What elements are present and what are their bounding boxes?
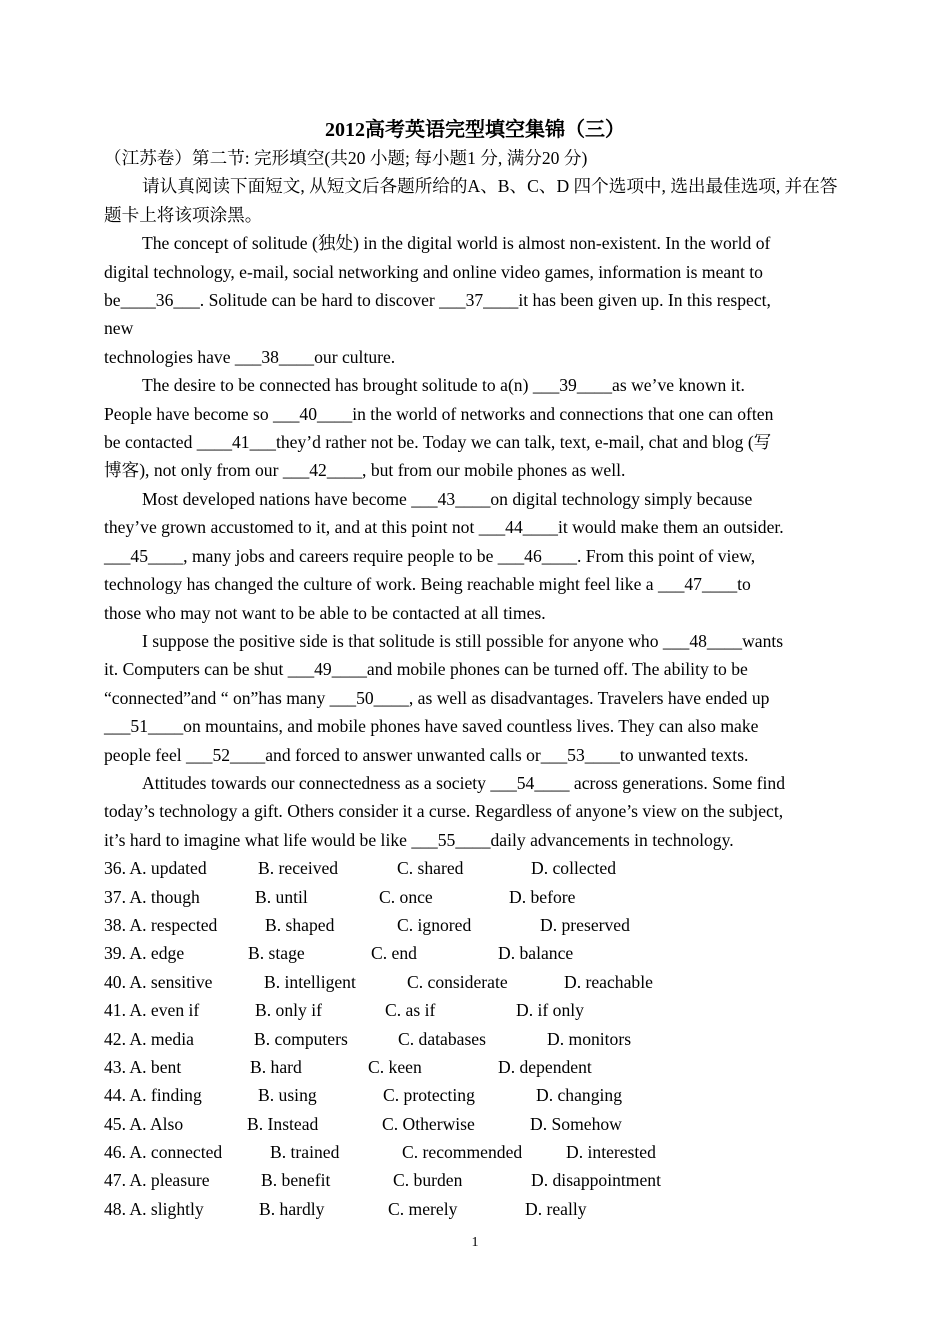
- option-d: D. before: [509, 886, 576, 907]
- option-b: B. trained: [270, 1142, 340, 1163]
- option-c: C. considerate: [407, 971, 508, 992]
- passage-line: be____36___. Solitude can be hard to discover ___37____it has been given up. In this respect,: [104, 290, 771, 311]
- option-c: C. as if: [385, 1000, 436, 1021]
- passage-line: People have become so ___40____in the world of networks and connections that one can often: [104, 403, 774, 424]
- option-row: [104, 883, 846, 911]
- passage-paragraph: [104, 485, 846, 627]
- passage-paragraph: [104, 627, 846, 769]
- option-a: 38. A. respected: [104, 914, 218, 935]
- passage-paragraph: [104, 769, 846, 854]
- option-row: [104, 996, 846, 1024]
- option-d: D. changing: [536, 1085, 622, 1106]
- option-d: D. dependent: [498, 1056, 592, 1077]
- passage-line: technologies have ___38____our culture.: [104, 346, 396, 367]
- option-row: [104, 1025, 846, 1053]
- option-b: B. until: [255, 886, 308, 907]
- option-b: B. hardly: [259, 1198, 325, 1219]
- answer-options: [104, 854, 846, 1223]
- passage-line: technology has changed the culture of work. Being reachable might feel like a ___47____to: [104, 574, 751, 595]
- document-body: [104, 144, 846, 1223]
- option-a: 39. A. edge: [104, 943, 185, 964]
- option-d: D. disappointment: [531, 1170, 661, 1191]
- option-a: 37. A. though: [104, 886, 200, 907]
- option-c: C. end: [371, 943, 417, 964]
- option-d: D. if only: [516, 1000, 584, 1021]
- passage-line: The desire to be connected has brought solitude to a(n) ___39____as we’ve known it.: [142, 375, 745, 396]
- passage-paragraph: [104, 371, 846, 485]
- passage-line: ___45____, many jobs and careers require people to be ___46____. From this point of view,: [104, 545, 756, 566]
- option-d: D. interested: [566, 1142, 656, 1163]
- instruction-text: 请认真阅读下面短文, 从短文后各题所给的A、B、C、D 四个选项中, 选出最佳选项, 并在答题卡上将该项涂黑。: [104, 176, 838, 225]
- option-a: 36. A. updated: [104, 858, 207, 879]
- option-b: B. using: [258, 1085, 317, 1106]
- option-c: C. databases: [398, 1028, 486, 1049]
- option-b: B. Instead: [247, 1113, 319, 1134]
- option-c: C. recommended: [402, 1142, 523, 1163]
- passage-line: those who may not want to be able to be contacted at all times.: [104, 602, 546, 623]
- option-a: 41. A. even if: [104, 1000, 200, 1021]
- option-a: 46. A. connected: [104, 1142, 223, 1163]
- passage-line: it. Computers can be shut ___49____and mobile phones can be turned off. The ability to be: [104, 659, 748, 680]
- passage-line: 博客), not only from our ___42____, but from our mobile phones as well.: [104, 460, 626, 481]
- option-d: D. balance: [498, 943, 574, 964]
- option-row: [104, 911, 846, 939]
- passage-line: it’s hard to imagine what life would be like ___55____daily advancements in technology.: [104, 829, 734, 850]
- option-d: D. monitors: [547, 1028, 632, 1049]
- option-row: [104, 1195, 846, 1223]
- option-row: [104, 1053, 846, 1081]
- passage-line: The concept of solitude (独处) in the digital world is almost non-existent. In the world of: [142, 233, 771, 254]
- option-row: [104, 1166, 846, 1194]
- option-a: 40. A. sensitive: [104, 971, 213, 992]
- option-row: [104, 1138, 846, 1166]
- option-b: B. stage: [248, 943, 305, 964]
- option-b: B. intelligent: [264, 971, 356, 992]
- option-c: C. ignored: [397, 914, 472, 935]
- passage-line: new: [104, 318, 134, 339]
- option-a: 47. A. pleasure: [104, 1170, 210, 1191]
- passage-line: digital technology, e-mail, social networking and online video games, information is meant to: [104, 261, 763, 282]
- passage: [104, 229, 846, 854]
- passage-line: Most developed nations have become ___43____on digital technology simply because: [142, 488, 753, 509]
- option-row: [104, 1081, 846, 1109]
- page-title: 2012高考英语完型填空集锦（三）: [325, 119, 625, 141]
- option-b: B. computers: [254, 1028, 348, 1049]
- option-a: 43. A. bent: [104, 1056, 182, 1077]
- option-d: D. preserved: [540, 914, 630, 935]
- passage-line: today’s technology a gift. Others consider it a curse. Regardless of anyone’s view on the subject,: [104, 801, 784, 822]
- passage-line: I suppose the positive side is that solitude is still possible for anyone who ___48____wants: [142, 630, 784, 651]
- option-c: C. once: [379, 886, 433, 907]
- passage-line: “connected”and “ on”has many ___50____, as well as disadvantages. Travelers have ended up: [104, 687, 770, 708]
- option-d: D. collected: [531, 858, 616, 879]
- option-d: D. really: [525, 1198, 587, 1219]
- option-a: 48. A. slightly: [104, 1198, 204, 1219]
- option-b: B. received: [258, 858, 339, 879]
- passage-line: Attitudes towards our connectedness as a society ___54____ across generations. Some find: [142, 772, 786, 793]
- passage-line: they’ve grown accustomed to it, and at this point not ___44____it would make them an outsider.: [104, 517, 784, 538]
- option-a: 42. A. media: [104, 1028, 194, 1049]
- page-number: 1: [471, 1235, 479, 1250]
- section-subtitle: （江苏卷）第二节: 完形填空(共20 小题; 每小题1 分, 满分20 分): [104, 148, 588, 168]
- option-a: 45. A. Also: [104, 1113, 184, 1134]
- option-row: [104, 854, 846, 882]
- option-d: D. Somehow: [530, 1113, 622, 1134]
- option-b: B. only if: [255, 1000, 322, 1021]
- option-c: C. keen: [368, 1056, 422, 1077]
- option-c: C. protecting: [383, 1085, 475, 1106]
- option-d: D. reachable: [564, 971, 653, 992]
- passage-paragraph: [104, 229, 846, 371]
- option-a: 44. A. finding: [104, 1085, 202, 1106]
- passage-line: people feel ___52____and forced to answer unwanted calls or___53____to unwanted texts.: [104, 744, 749, 765]
- option-c: C. burden: [393, 1170, 463, 1191]
- option-b: B. benefit: [261, 1170, 331, 1191]
- passage-line: be contacted ____41___they’d rather not be. Today we can talk, text, e-mail, chat and blog (写: [104, 432, 772, 453]
- option-c: C. merely: [388, 1198, 458, 1219]
- option-row: [104, 1110, 846, 1138]
- option-c: C. shared: [397, 858, 464, 879]
- option-c: C. Otherwise: [382, 1113, 475, 1134]
- option-b: B. hard: [250, 1056, 302, 1077]
- option-b: B. shaped: [265, 914, 335, 935]
- passage-line: ___51____on mountains, and mobile phones have saved countless lives. They can also make: [104, 716, 759, 737]
- option-row: [104, 939, 846, 967]
- option-row: [104, 968, 846, 996]
